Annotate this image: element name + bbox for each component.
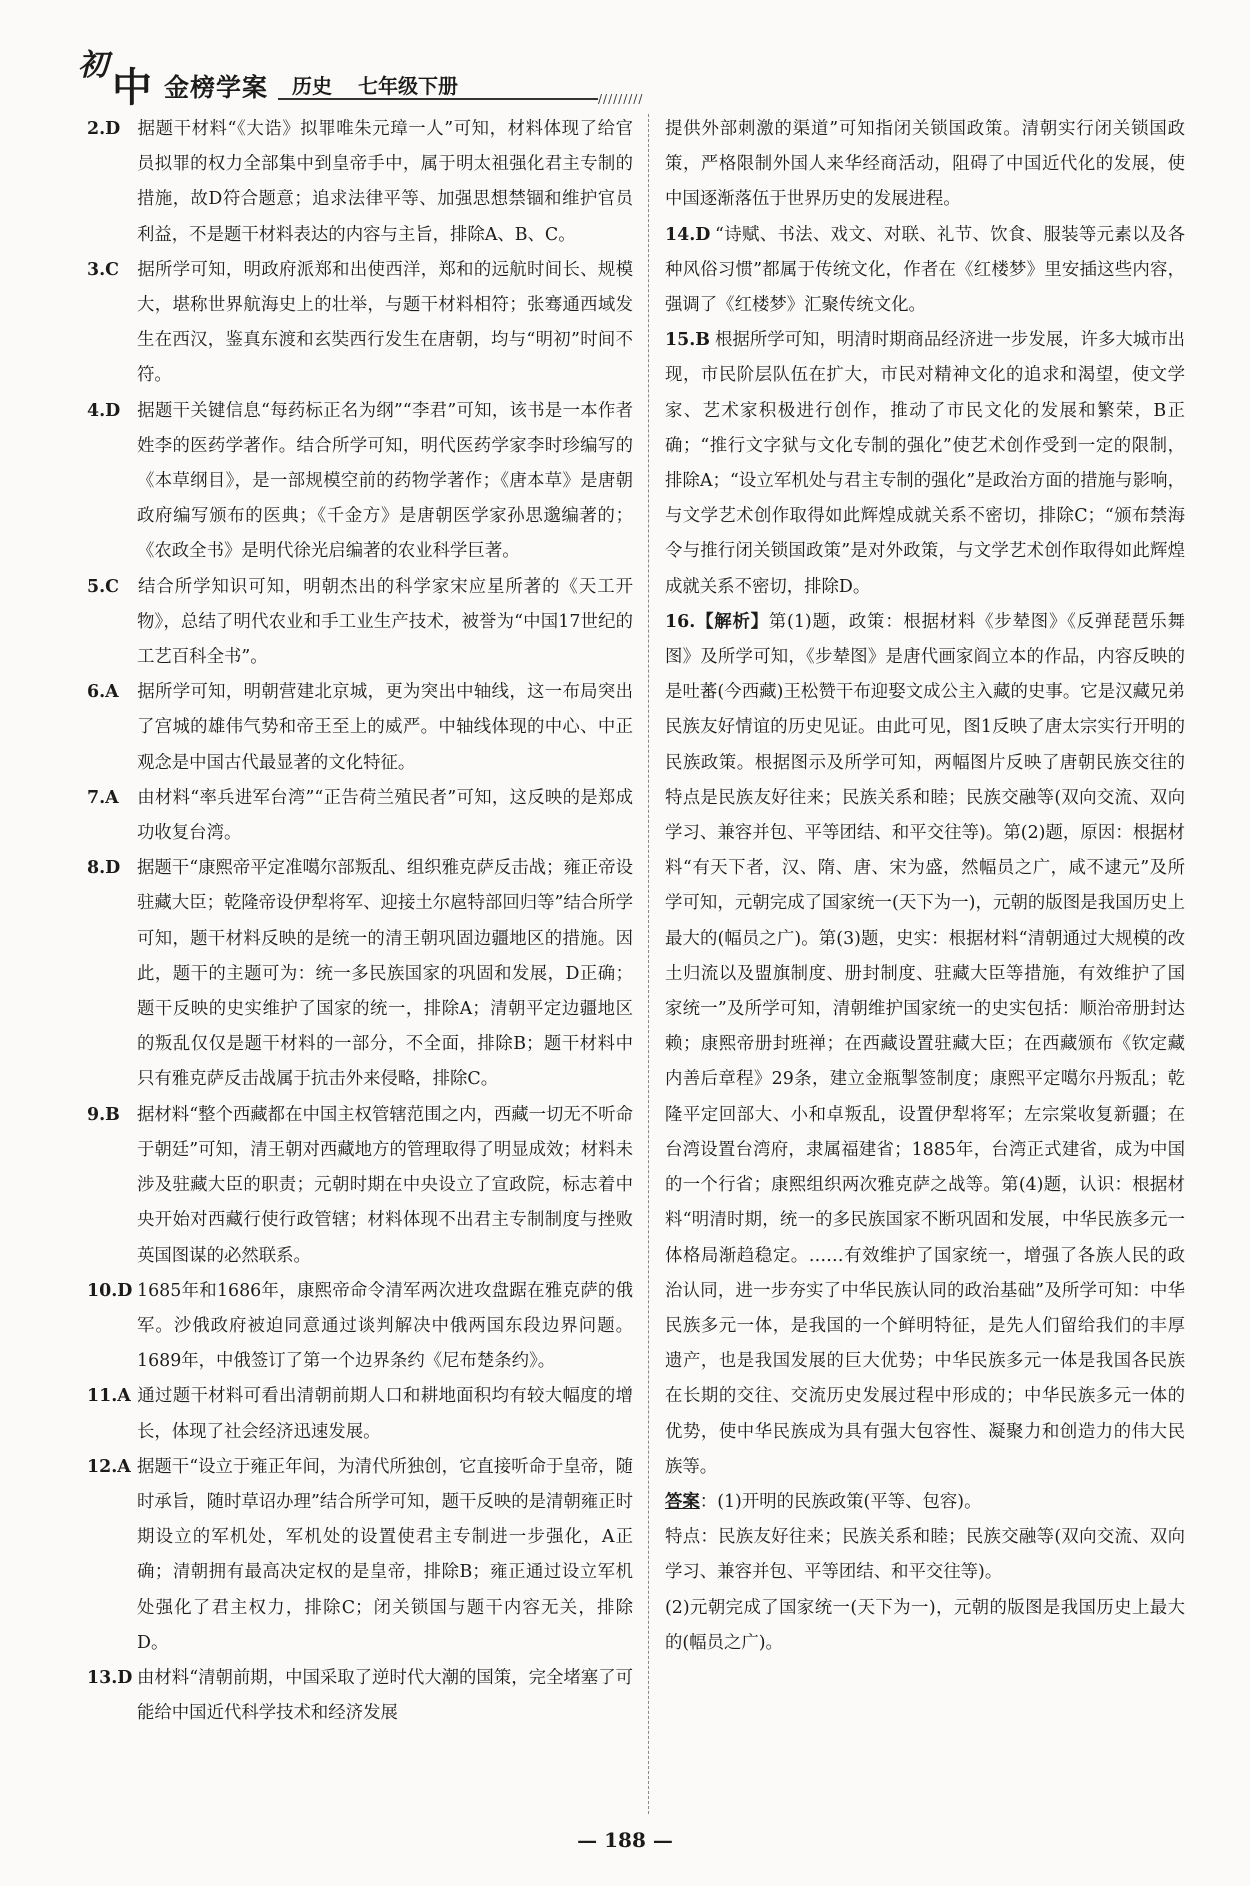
answer-number: 13.D	[87, 1667, 133, 1688]
right-column	[665, 112, 1185, 1661]
answer-number: 14.D	[665, 224, 711, 245]
answer-number: 7.A	[87, 787, 119, 808]
answer-text: 由材料“清朝前期，中国采取了逆时代大潮的国策，完全堵塞了可能给中国近代科学技术和经济发展	[137, 1667, 633, 1724]
left-column	[87, 112, 633, 1731]
header-dots: /////////	[598, 92, 644, 106]
answer-text: 1685年和1686年，康熙帝命令清军两次进攻盘踞在雅克萨的俄军。沙俄政府被迫同意通过谈判解决中俄两国东段边界问题。1689年，中俄签订了第一个边界条约《尼布楚条约》。	[137, 1280, 633, 1372]
answer-item	[665, 218, 1185, 324]
answer-text: 据材料“整个西藏都在中国主权管辖范围之内，西藏一切无不听命于朝廷”可知，清王朝对西藏地方的管理取得了明显成效；材料未涉及驻藏大臣的职责；元朝时期在中央设立了宣政院，标志着中央开始对西藏行使行政管辖；材料体现不出君主专制制度与挫败英国图谋的必然联系。	[137, 1104, 633, 1266]
answer-item	[87, 781, 633, 851]
logo-zhong: 中	[112, 64, 152, 111]
answer-item	[87, 112, 633, 253]
answer-line-3: (2)元朝完成了国家统一(天下为一)，元朝的版图是我国历史上最大的(幅员之广)。	[665, 1597, 1185, 1653]
answer-item	[87, 1274, 633, 1380]
answer-text: 据所学可知，明朝营建北京城，更为突出中轴线，这一布局突出了宫城的雄伟气势和帝王至上的威严。中轴线体现的中心、中正观念是中国古代最显著的文化特征。	[137, 682, 633, 773]
answer-item	[87, 570, 633, 676]
grade-label: 七年级下册	[358, 74, 458, 98]
page-number: — 188 —	[577, 1828, 673, 1852]
answer-text: 据题干关键信息“每药标正名为纲”“李君”可知，该书是一本作者姓李的医药学著作。结合所学可知，明代医药学家李时珍编写的《本草纲目》，是一部规模空前的药物学著作；《唐本草》是唐朝政府编写颁布的医典；《千金方》是唐朝医学家孙思邈编著的；《农政全书》是明代徐光启编著的农业科学巨著。	[137, 400, 633, 562]
answer-text: 据题干材料“《大诰》拟罪唯朱元璋一人”可知，材料体现了给官员拟罪的权力全部集中到皇帝手中，属于明太祖强化君主专制的措施，故D符合题意；追求法律平等、加强思想禁锢和维护官员利益，不是题干材料表达的内容与主旨，排除A、B、C。	[137, 119, 633, 245]
answer-number: 15.B	[665, 330, 710, 351]
answer-number: 3.C	[87, 259, 119, 280]
column-divider	[648, 114, 649, 1814]
subject-label: 历史	[292, 74, 332, 98]
page-header	[78, 34, 1178, 111]
answer-line-2: 特点：民族友好往来；民族关系和睦；民族交融等(双向交流、双向学习、兼容并包、平等团结、和平交往等)。	[665, 1527, 1185, 1583]
answer-item	[87, 851, 633, 1097]
answer-item	[87, 1379, 633, 1449]
logo-title: 金榜学案	[164, 73, 269, 102]
answer-label: 答案	[665, 1491, 700, 1512]
q16-analysis	[665, 605, 1185, 1485]
answer-item	[665, 323, 1185, 605]
q16-text: 第(1)题，政策：根据材料《步辇图》《反弹琵琶乐舞图》及所学可知，《步辇图》是唐代画家阎立本的作品，内容反映的是吐蕃(今西藏)王松赞干布迎娶文成公主入藏的史事。它是汉藏兄弟民族友好情谊的历史见证。由此可见，图1反映了唐太宗实行开明的民族政策。根据图示及所学可知，两幅图片反映了唐朝民族交往的特点是民族友好往来；民族关系和睦；民族交融等(双向交流、双向学习、兼容并包、平等团结、和平交往等)。第(2)题，原因：根据材料“有天下者，汉、隋、唐、宋为盛，然幅员之广，咸不逮元”及所学可知，元朝完成了国家统一(天下为一)，元朝的版图是我国历史上最大的(幅员之广)。第(3)题，史实：根据材料“清朝通过大规模的改土归流以及盟旗制度、册封制度、驻藏大臣等措施，有效维护了国家统一”及所学可知，清朝维护国家统一的史实包括：顺治帝册封达赖；康熙帝册封班禅；在西藏设置驻藏大臣；在西藏颁布《钦定藏内善后章程》29条，建立金瓶掣签制度；康熙平定噶尔丹叛乱；乾隆平定回部大、小和卓叛乱，设置伊犁将军；左宗棠收复新疆；在台湾设置台湾府，隶属福建省；1885年，台湾正式建省，成为中国的一个行省；康熙组织两次雅克萨之战等。第(4)题，认识：根据材料“明清时期，统一的多民族国家不断巩固和发展，中华民族多元一体格局渐趋稳定。……有效维护了国家统一，增强了各族人民的政治认同，进一步夯实了中华民族认同的政治基础”及所学可知：中华民族多元一体，是我国的一个鲜明特征，是先人们留给我们的丰厚遗产，也是我国发展的巨大优势；中华民族多元一体是我国各民族在长期的交往、交流历史发展过程中形成的；中华民族多元一体的优势，使中华民族成为具有强大包容性、凝聚力和创造力的伟大民族等。	[665, 611, 1185, 1477]
answer-text: 由材料“率兵进军台湾”“正告荷兰殖民者”可知，这反映的是郑成功收复台湾。	[137, 787, 633, 844]
answer-number: 10.D	[87, 1280, 133, 1301]
answer-text: 通过题干材料可看出清朝前期人口和耕地面积均有较大幅度的增长，体现了社会经济迅速发展。	[137, 1386, 633, 1442]
answer-number: 8.D	[87, 858, 121, 879]
q16-number: 16.	[665, 611, 696, 632]
answer-number: 4.D	[87, 400, 121, 421]
answer-number: 12.A	[87, 1456, 131, 1477]
q13-continuation: 提供外部刺激的渠道”可知指闭关锁国政策。清朝实行闭关锁国政策，严格限制外国人来华经商活动，阻碍了中国近代化的发展，使中国逐渐落伍于世界历史的发展进程。	[665, 119, 1185, 210]
answer-item	[87, 675, 633, 781]
answer-number: 6.A	[87, 682, 119, 703]
header-rule	[278, 98, 598, 100]
answer-item	[87, 253, 633, 394]
answer-text: 据题干“设立于雍正年间，为清代所独创，它直接听命于皇帝，随时承旨，随时草诏办理”结合所学可知，题干反映的是清朝雍正时期设立的军机处，军机处的设置使君主专制进一步强化，A正确；清朝拥有最高决定权的是皇帝，排除B；雍正通过设立军机处强化了君主权力，排除C；闭关锁国与题干内容无关，排除D。	[137, 1456, 633, 1653]
answer-number: 2.D	[87, 119, 121, 139]
answer-number: 11.A	[87, 1386, 131, 1407]
answer-number: 5.C	[87, 576, 119, 597]
q16-label: 【解析】	[695, 611, 769, 632]
answer-number: 9.B	[87, 1104, 120, 1125]
answer-line-1: 答案：(1)开明的民族政策(平等、包容)。	[665, 1491, 982, 1512]
answer-text: “诗赋、书法、戏文、对联、礼节、饮食、服装等元素以及各种风俗习惯”都属于传统文化，作者在《红楼梦》里安插这些内容，强调了《红楼梦》汇聚传统文化。	[665, 224, 1185, 316]
answer-item	[87, 1098, 633, 1274]
answer-item	[87, 394, 633, 570]
answer-text: 结合所学知识可知，明朝杰出的科学家宋应星所著的《天工开物》，总结了明代农业和手工业生产技术，被誉为“中国17世纪的工艺百科全书”。	[137, 576, 633, 668]
answer-text: 据题干“康熙帝平定准噶尔部叛乱、组织雅克萨反击战；雍正帝设驻藏大臣；乾隆帝设伊犁将军、迎接土尔扈特部回归等”结合所学可知，题干材料反映的是统一的清王朝巩固边疆地区的措施。因此，题干的主题可为：统一多民族国家的巩固和发展，D正确；题干反映的史实维护了国家的统一，排除A；清朝平定边疆地区的叛乱仅仅是题干材料的一部分，不全面，排除B；题干材料中只有雅克萨反击战属于抗击外来侵略，排除C。	[137, 858, 633, 1090]
answer-item	[87, 1450, 633, 1661]
answer-text: 据所学可知，明政府派郑和出使西洋，郑和的远航时间长、规模大，堪称世界航海史上的壮举，与题干材料相符；张骞通西域发生在西汉，鉴真东渡和玄奘西行发生在唐朝，均与“明初”时间不符。	[137, 259, 633, 386]
logo-chu: 初	[78, 48, 108, 83]
answer-text: 根据所学可知，明清时期商品经济进一步发展，许多大城市出现，市民阶层队伍在扩大，市民对精神文化的追求和渴望，使文学家、艺术家积极进行创作，推动了市民文化的发展和繁荣，B正确；“推行文字狱与文化专制的强化”使艺术创作受到一定的限制，排除A；“设立军机处与君主专制的强化”是政治方面的措施与影响，与文学艺术创作取得如此辉煌成就关系不密切，排除C；“颁布禁海令与推行闭关锁国政策”是对外政策，与文学艺术创作取得如此辉煌成就关系不密切，排除D。	[665, 330, 1185, 597]
answer-item	[87, 1661, 633, 1731]
